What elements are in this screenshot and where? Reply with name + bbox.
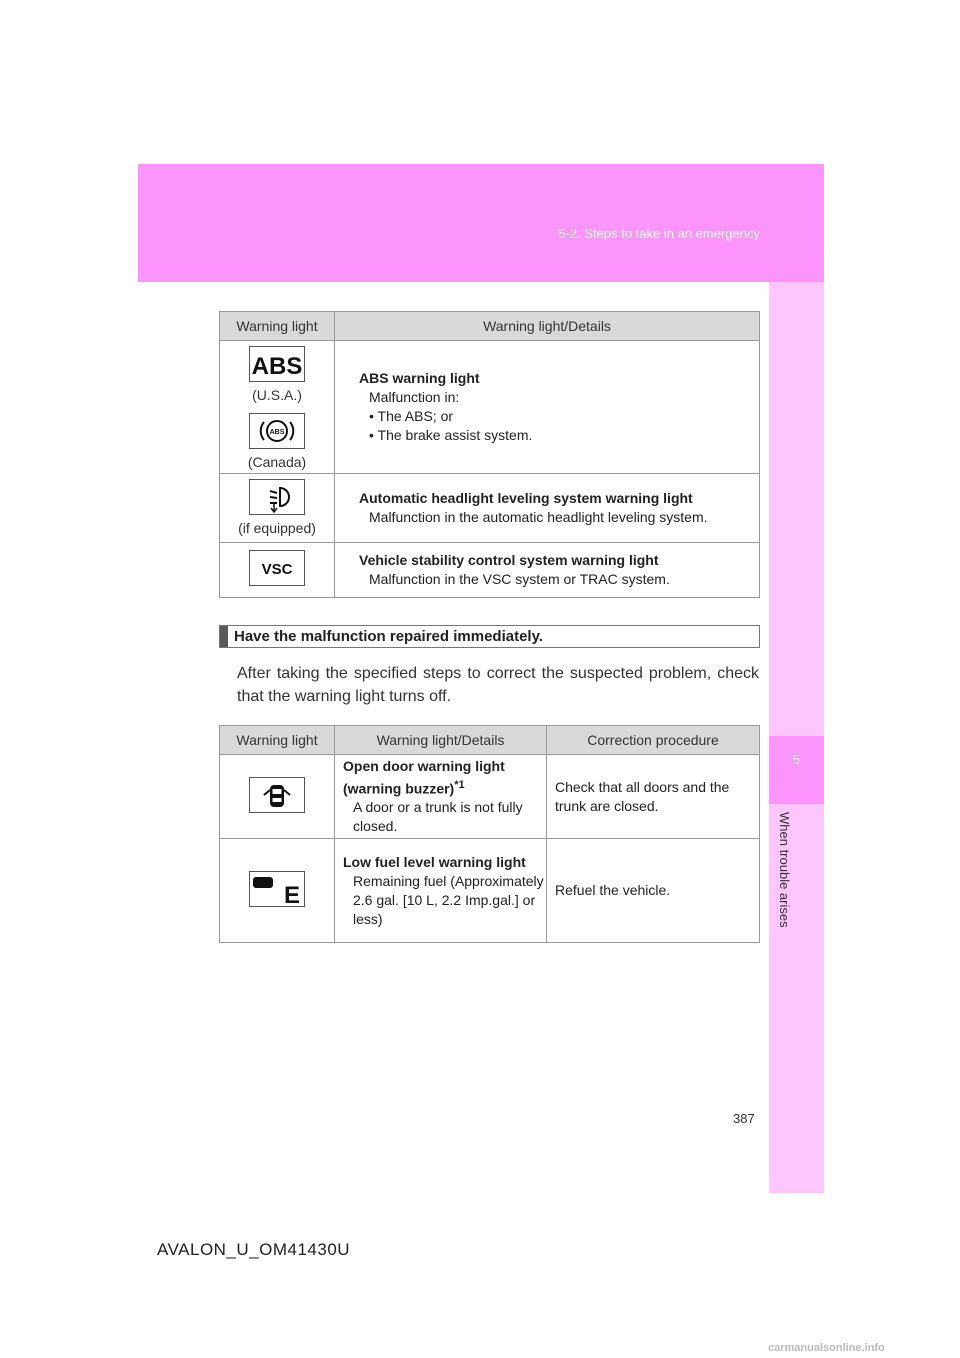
table-row	[220, 543, 760, 598]
detail-line: Remaining fuel (Approximately 2.6 gal. [10 L, 2.2 Imp.gal.] or less)	[353, 872, 544, 927]
page-number: 387	[733, 1111, 755, 1126]
low-fuel-icon	[249, 871, 305, 907]
low-fuel-title: Low fuel level warning light	[343, 853, 526, 870]
section-paragraph: After taking the specified steps to correct the suspected problem, check that the warning light turns off.	[237, 665, 759, 705]
chapter-number-box	[769, 736, 824, 804]
section-heading-bar	[219, 625, 760, 648]
details-cell	[335, 341, 760, 474]
abs-icon-text: ABS	[251, 353, 303, 380]
table-header-row	[220, 312, 760, 341]
chapter-title-text: When trouble arises	[777, 812, 792, 928]
col-header-warning-light: Warning light	[220, 312, 335, 341]
vsc-warning-title: Vehicle stability control system warning light	[359, 552, 659, 568]
table-row	[220, 839, 760, 943]
col-header-details: Warning light/Details	[335, 312, 760, 341]
section-title: Have the malfunction repaired immediately.	[234, 628, 543, 645]
header-band	[138, 164, 824, 282]
vsc-text-icon	[249, 550, 305, 586]
table-row	[220, 341, 760, 474]
detail-line: A door or a trunk is not fully closed.	[353, 799, 523, 835]
detail-line: • The ABS; or	[369, 408, 454, 424]
warning-light-cell	[220, 755, 335, 839]
details-cell	[335, 543, 760, 598]
warning-light-table-1	[219, 311, 760, 598]
warning-light-cell	[220, 543, 335, 598]
warning-light-cell	[220, 341, 335, 474]
correction-cell: Check that all doors and the trunk are closed.	[547, 755, 760, 839]
open-door-title	[343, 757, 546, 799]
watermark: carmanualsonline.info	[768, 1342, 885, 1354]
footnote-marker: *1	[454, 778, 465, 791]
details-cell	[335, 474, 760, 543]
col-header-details: Warning light/Details	[335, 726, 547, 755]
table-header-row	[220, 726, 760, 755]
details-cell	[335, 839, 547, 943]
detail-line: Malfunction in:	[369, 389, 460, 405]
details-cell	[335, 755, 547, 839]
warning-light-cell	[220, 839, 335, 943]
abs-circle-icon-text: ABS	[269, 429, 285, 436]
detail-line: • The brake assist system.	[369, 427, 533, 443]
detail-line: Malfunction in the VSC system or TRAC system.	[369, 571, 670, 587]
open-door-icon	[249, 777, 305, 813]
low-fuel-icon-text: E	[283, 881, 301, 906]
chapter-number: 5	[792, 752, 801, 767]
warning-light-table-2	[219, 725, 760, 943]
col-header-correction: Correction procedure	[547, 726, 760, 755]
document-code: AVALON_U_OM41430U	[157, 1240, 351, 1259]
headlight-warning-title: Automatic headlight leveling system warning light	[359, 490, 693, 506]
section-marker	[220, 626, 228, 647]
abs-warning-title: ABS warning light	[359, 370, 480, 386]
open-door-title-text: Open door warning light (warning buzzer)	[343, 757, 505, 797]
section-breadcrumb: 5-2. Steps to take in an emergency	[558, 226, 760, 241]
abs-circle-icon	[249, 413, 305, 449]
chapter-title	[778, 812, 796, 942]
caption-canada: (Canada)	[247, 454, 307, 470]
caption-usa: (U.S.A.)	[252, 387, 302, 403]
abs-text-icon	[249, 346, 305, 382]
headlight-leveling-icon	[249, 479, 305, 515]
col-header-warning-light: Warning light	[220, 726, 335, 755]
warning-light-cell	[220, 474, 335, 543]
vsc-icon-text: VSC	[261, 561, 293, 578]
detail-line: Malfunction in the automatic headlight leveling system.	[369, 509, 708, 525]
table-row	[220, 755, 760, 839]
caption-if-equipped: (if equipped)	[238, 519, 316, 536]
correction-cell: Refuel the vehicle.	[547, 839, 760, 943]
chapter-side-tab	[769, 282, 824, 1193]
table-row	[220, 474, 760, 543]
